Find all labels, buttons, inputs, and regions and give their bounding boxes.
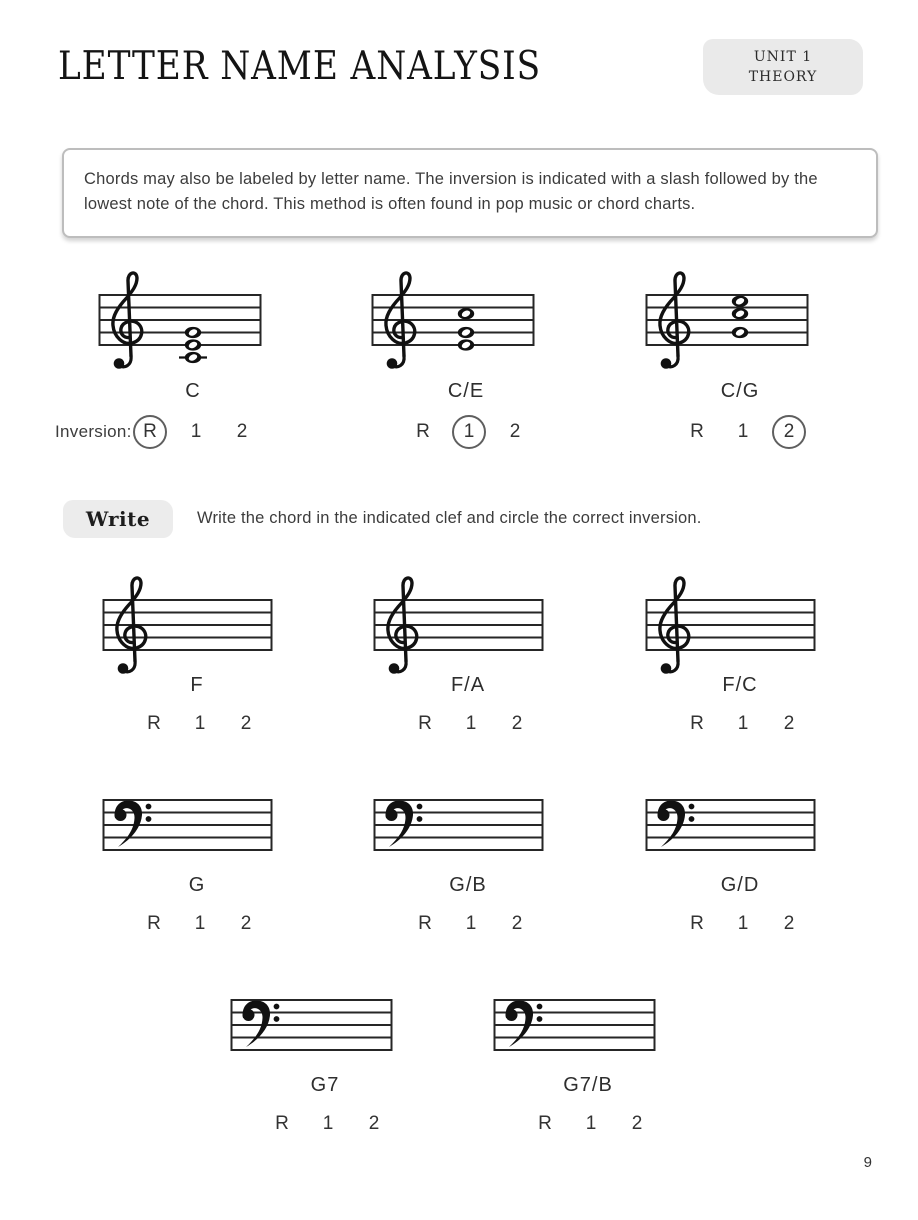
option-root[interactable]: R xyxy=(147,913,161,934)
staff-f-a[interactable] xyxy=(373,573,544,679)
option-first-inversion[interactable]: 1 xyxy=(465,913,477,934)
bass-clef-icon xyxy=(506,1000,543,1047)
page-title: LETTER NAME ANALYSIS xyxy=(58,44,542,89)
bass-clef-icon xyxy=(243,1000,280,1047)
chord-label-g7: G7 xyxy=(310,1074,340,1096)
option-root[interactable]: R xyxy=(690,713,704,734)
whole-note xyxy=(732,327,748,338)
option-second-inversion[interactable]: 2 xyxy=(368,1113,380,1134)
option-root[interactable]: R xyxy=(538,1113,552,1134)
staff-f[interactable] xyxy=(102,573,273,679)
chord-label-c-e: C/E xyxy=(447,380,485,402)
inversion-options-f-c xyxy=(680,707,806,741)
chord-label-g7-b: G7/B xyxy=(563,1074,613,1096)
option-first-inversion[interactable]: 1 xyxy=(737,913,749,934)
option-first-inversion[interactable]: 1 xyxy=(737,713,749,734)
staff-g7-b[interactable] xyxy=(493,973,656,1079)
whole-note xyxy=(185,352,201,363)
staff-g[interactable] xyxy=(102,773,273,879)
page-number: 9 xyxy=(863,1154,872,1171)
option-second-inversion[interactable]: 2 xyxy=(511,913,523,934)
whole-note xyxy=(185,339,201,350)
chord-label-f-c: F/C xyxy=(722,674,758,696)
option-first-inversion[interactable]: 1 xyxy=(194,713,206,734)
inversion-options-g7-b xyxy=(528,1107,654,1141)
option-root[interactable]: R xyxy=(690,913,704,934)
whole-note xyxy=(732,296,748,307)
inversion-options-example-c xyxy=(133,415,259,449)
option-root[interactable]: R xyxy=(418,713,432,734)
option-first-inversion[interactable]: 1 xyxy=(585,1113,597,1134)
option-first-inversion: 1 xyxy=(737,421,749,442)
option-second-inversion: 2 xyxy=(509,421,521,442)
option-first-inversion: 1 xyxy=(190,421,202,442)
option-root[interactable]: R xyxy=(275,1113,289,1134)
inversion-options-g-d xyxy=(680,907,806,941)
option-root[interactable]: R xyxy=(147,713,161,734)
staff-g7[interactable] xyxy=(230,973,393,1079)
option-second-inversion[interactable]: 2 xyxy=(240,713,252,734)
write-badge-label: Write xyxy=(85,507,151,531)
intro-box xyxy=(62,148,878,238)
option-second-inversion: 2 xyxy=(236,421,248,442)
bass-clef-icon xyxy=(658,800,695,847)
whole-note xyxy=(185,327,201,338)
option-second-inversion[interactable]: 2 xyxy=(783,913,795,934)
chord-label-c: C xyxy=(185,380,201,402)
option-second-inversion[interactable]: 2 xyxy=(783,713,795,734)
staff-c-e xyxy=(371,268,535,374)
staff-g-b[interactable] xyxy=(373,773,544,879)
staff-c xyxy=(98,268,262,374)
option-second-inversion: 2 xyxy=(772,415,806,449)
option-root: R xyxy=(133,415,167,449)
whole-note xyxy=(458,339,474,350)
whole-note xyxy=(732,308,748,319)
option-first-inversion: 1 xyxy=(452,415,486,449)
inversion-options-example-c-g xyxy=(680,415,806,449)
inversion-options-example-c-e xyxy=(406,415,532,449)
option-root[interactable]: R xyxy=(418,913,432,934)
staff-c-g xyxy=(645,268,809,374)
unit-badge-line2: THEORY xyxy=(748,69,818,85)
intro-text: Chords may also be labeled by letter name. The inversion is indicated with a slash followed by the lowest note of the chord. This method is often found in pop music or chord charts. xyxy=(84,170,818,213)
chord-label-g: G xyxy=(188,874,206,896)
inversion-label: Inversion: xyxy=(55,422,132,441)
option-root: R xyxy=(416,421,430,442)
chord-label-f: F xyxy=(190,674,204,696)
inversion-options-f-a xyxy=(408,707,534,741)
chord-label-g-d: G/D xyxy=(720,874,760,896)
inversion-options-g7 xyxy=(265,1107,391,1141)
inversion-options-f xyxy=(137,707,263,741)
write-instruction: Write the chord in the indicated clef and circle the correct inversion. xyxy=(197,509,702,527)
chord-label-g-b: G/B xyxy=(449,874,487,896)
inversion-options-g-b xyxy=(408,907,534,941)
inversion-options-g xyxy=(137,907,263,941)
option-first-inversion[interactable]: 1 xyxy=(194,913,206,934)
staff-f-c[interactable] xyxy=(645,573,816,679)
unit-badge xyxy=(703,39,863,95)
staff-g-d[interactable] xyxy=(645,773,816,879)
option-second-inversion[interactable]: 2 xyxy=(511,713,523,734)
write-badge xyxy=(63,500,173,538)
whole-note xyxy=(458,327,474,338)
bass-clef-icon xyxy=(386,800,423,847)
option-first-inversion[interactable]: 1 xyxy=(322,1113,334,1134)
chord-label-f-a: F/A xyxy=(450,674,486,696)
unit-badge-line1: UNIT 1 xyxy=(753,48,813,65)
chord-label-c-g: C/G xyxy=(720,380,760,402)
option-second-inversion[interactable]: 2 xyxy=(240,913,252,934)
option-second-inversion[interactable]: 2 xyxy=(631,1113,643,1134)
whole-note xyxy=(458,308,474,319)
bass-clef-icon xyxy=(115,800,152,847)
option-root: R xyxy=(690,421,704,442)
option-first-inversion[interactable]: 1 xyxy=(465,713,477,734)
